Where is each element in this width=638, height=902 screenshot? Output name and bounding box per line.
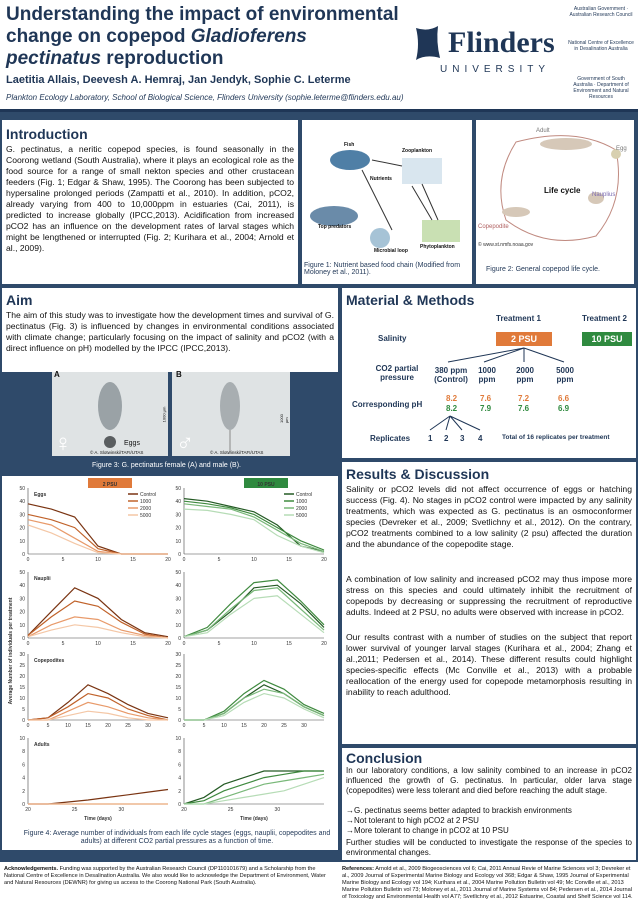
x-tick-label: 0 [182, 641, 186, 647]
y-tick-label: 20 [175, 674, 181, 680]
stage-label-adults: Adults [34, 742, 50, 748]
fig4-chart [2, 476, 338, 826]
results-p2: A combination of low salinity and increased pCO2 may thus impose more stress on this species and could ultimately inhibit the recruitment of copepods by decreasing or suppressing the recruitment of reproductive adults. Indeed at 2 PSU, no adults were observed with increase in pCO2. [346, 574, 632, 617]
aim-panel [2, 288, 338, 372]
aim-text: The aim of this study was to investigate how the development times and survival of G. pectinatus (Fig. 3) is influenced by changes in environmental conditions associated with climate change; particularly focusing on the impact of salinity and pCO2 (with a direct influence on pH) modelled by the IPCC (IPCC,2013). [6, 310, 334, 353]
x-tick-label: 0 [182, 557, 186, 563]
treatment-chip-label-1: 10 PSU [257, 482, 275, 488]
salinity-label: Salinity [378, 334, 407, 343]
figure-2 [476, 120, 634, 284]
x-tick-label: 20 [321, 557, 327, 563]
stage-label-copepodites: Copepodites [34, 658, 65, 664]
fig4-caption: Figure 4: Average number of individuals from each life cycle stages (eggs, nauplii, copepodites and adults) at different CO2 partial pressures as a function of time. [23, 830, 331, 845]
results-p3: Our results contrast with a number of studies on the subject that report lower survival of younger larval stages (Kurihara et al., 2004; Zhang et al.,2011; Pedersen et al., 2014). These different results could highlight species-specific effects (Mc Conville et al., 2013) with a probable reallocation of the energy used for copepode metamorphosis resulting in inability to reach adulthood. [346, 632, 632, 697]
y-tick-label: 10 [19, 538, 25, 545]
y-tick-label: 4 [178, 775, 181, 782]
y-tick-label: 40 [19, 499, 25, 506]
figure-1 [302, 120, 472, 284]
x-tick-label: 30 [118, 807, 125, 813]
y-tick-label: 50 [19, 570, 25, 576]
flinders-logo-sub: UNIVERSITY [440, 64, 551, 75]
y-tick-label: 30 [19, 652, 25, 658]
x-tick-label: 20 [261, 723, 267, 729]
y-tick-label: 30 [175, 652, 181, 658]
x-tick-label: 25 [281, 723, 287, 729]
y-tick-label: 40 [175, 583, 181, 590]
legend-label: 1000 [296, 499, 308, 505]
y-tick-label: 30 [175, 512, 181, 519]
fig2-label-adult: Adult [536, 128, 550, 134]
series-line-control [184, 685, 324, 720]
salinity-2psu: 2 PSU [496, 332, 552, 346]
x-tick-label: 25 [125, 723, 131, 729]
series-line-2000 [184, 689, 324, 720]
y-tick-label: 6 [178, 762, 181, 769]
poster-header [0, 0, 638, 112]
conclusion-panel [342, 748, 636, 860]
x-tick-label: 10 [95, 557, 101, 563]
y-tick-label: 6 [22, 762, 25, 769]
results-panel [342, 462, 636, 744]
fig1-label-fish: Fish [344, 142, 355, 148]
y-tick-label: 15 [19, 685, 25, 691]
x-tick-label: 20 [165, 557, 171, 563]
conclusion-bullet: →Not tolerant to high pCO2 at 2 PSU [346, 816, 479, 825]
ph-10psu-3: 7.6 [518, 404, 530, 413]
scale-bar-a: 1000 µm [161, 406, 167, 423]
y-tick-label: 5 [22, 707, 25, 713]
x-tick-label: 5 [61, 641, 65, 647]
fig2-credit: © www.st.nmfs.noaa.gov [478, 242, 534, 248]
y-tick-label: 30 [175, 596, 181, 603]
fig1-label-phytoplankton: Phytoplankton [420, 244, 455, 250]
y-tick-label: 10 [19, 696, 25, 702]
sponsor-ncedA: National Centre of Excellence in Desalination Australia [568, 40, 634, 52]
y-tick-label: 10 [175, 736, 181, 742]
x-tick-label: 15 [130, 557, 136, 563]
flinders-logo-icon [412, 24, 442, 64]
conclusion-bullet: →More tolerant to change in pCO2 at 10 PSU [346, 826, 509, 835]
fig3-caption: Figure 3: G. pectinatus female (A) and male (B). [92, 462, 242, 469]
results-p1: Salinity or pCO2 levels did not affect occurrence of eggs or hatching success (Fig. 4). No stages in pCO2 control were impacted by any salinity treatments, which was expected as G. pectinatus is an osmoconformer species (Devreker et al., 2009; Svetlichny et al., 2012). On the contrary, pCO2 treatments combined to a low salinity (2 psu) affected the duration and the abundance of the copepodite stage. [346, 484, 632, 549]
flinders-logo-text: Flinders [448, 26, 555, 59]
y-tick-label: 40 [19, 583, 25, 590]
fig2-label-nauplius: Nauplius [592, 192, 616, 198]
eggs-photo-label: Eggs [124, 440, 140, 447]
ph-label: Corresponding pH [352, 400, 423, 409]
conclusion-bullets [346, 806, 632, 836]
y-tick-label: 0 [178, 718, 181, 724]
scale-bar-b: 1000 µm [279, 414, 289, 423]
legend-label: 1000 [140, 499, 152, 505]
y-tick-label: 20 [19, 674, 25, 680]
references: References: Arnold et al., 2009 Biogeosciences vol 6; Cai, 2011 Annual Revie of Marine Sciences vol 3; Devreker et al., 2009 Journal of Experimental Marine Biology and Ecology vol 368; Edgar & Shaw, 1995 Journal of Experimental Marine Biology and Ecology vol 194; Kurihara et al., 2004 Marine Pollution Bulletin vol 49; Mc Conville et al., 2013 Marine Pollution Bulletin vol 73; Moloney et al., 2011 Journal of Marine Systems vol 84; Pedersen et al., 2014 Journal of Toxicology and Environmental Health vol A77; Svetlichny et al., 2012 Estuarine, Coastal and Shelf Science vol 114. [342, 866, 633, 900]
y-tick-label: 0 [178, 802, 181, 808]
replicate-2: 2 [444, 434, 449, 443]
x-tick-label: 10 [65, 723, 71, 729]
x-tick-label: 20 [321, 641, 327, 647]
credit-a: © A. Slotwinski/TAFI/UTAS [90, 450, 144, 455]
x-tick-label: 20 [25, 807, 31, 813]
intro-panel [2, 120, 298, 284]
intro-text: G. pectinatus, a neritic copepod species, is found seasonally in the Coorong wetland (South Australia), where it plays an ecological role as the food source for a range of small nekton species and other crustacean feeders (Fig. 1; Edgar & Shaw, 1995). The Coorong has been subjected to hypersaline prolonged periods (Zampatti et al., 2010). In addition, pCO2, already varying from 400 to 10,000ppm in estuaries (Cai, 2011), is predicted to increase globally (IPCC,2013). Acidification from increased pCO2 has an influence on the development rates of larval stages which might be lengthened or interrupted (Fig. 2; Kurihara et al., 2004; Arnold et al., 2009). [6, 144, 294, 253]
aim-heading: Aim [6, 292, 33, 308]
co2-1000: 1000 ppm [478, 366, 496, 384]
poster-title: Understanding the impact of environmental change on copepod Gladioferens pectinatus reproduction [6, 4, 399, 69]
x-tick-label: 0 [182, 723, 186, 729]
x-axis-label: Time (days) [240, 816, 268, 822]
x-tick-label: 0 [26, 641, 30, 647]
y-tick-label: 30 [19, 512, 25, 519]
y-tick-label: 20 [175, 525, 181, 532]
y-tick-label: 50 [175, 486, 181, 492]
fig2-caption: Figure 2: General copepod life cycle. [486, 266, 601, 273]
y-tick-label: 4 [22, 775, 25, 782]
fig2-label-lifecycle: Life cycle [544, 186, 581, 195]
ph-10psu-1: 8.2 [446, 404, 458, 413]
fig1-caption: Figure 1: Nutrient based food chain (Modified from Moloney et al., 2011). [304, 262, 461, 276]
fig1-label-top-predators: Top predators [318, 224, 352, 230]
salinity-10psu: 10 PSU [582, 332, 632, 346]
y-tick-label: 0 [22, 802, 25, 808]
x-tick-label: 5 [202, 723, 206, 729]
y-tick-label: 2 [178, 788, 181, 795]
fish-icon [330, 150, 370, 170]
x-tick-label: 0 [26, 723, 30, 729]
legend-label: 5000 [296, 513, 308, 519]
replicate-4: 4 [478, 434, 483, 443]
legend-label: 2000 [296, 506, 308, 512]
y-tick-label: 0 [22, 552, 25, 558]
x-tick-label: 0 [26, 557, 30, 563]
co2-380: 380 ppm (Control) [434, 366, 468, 384]
figure-3-photos [52, 372, 290, 456]
replicate-1: 1 [428, 434, 433, 443]
total-replicates: Total of 16 replicates per treatment [502, 434, 610, 441]
intro-heading: Introduction [6, 126, 88, 142]
conclusion-bullet: →G. pectinatus seems better adapted to brackish environments [346, 806, 572, 815]
x-tick-label: 25 [71, 807, 78, 813]
x-tick-label: 15 [286, 641, 292, 647]
x-tick-label: 25 [227, 807, 234, 813]
series-line-1000 [184, 680, 324, 720]
fig1-label-nutrients: Nutrients [370, 176, 392, 182]
series-line-control [28, 588, 168, 637]
replicates-label: Replicates [370, 434, 411, 443]
x-tick-label: 30 [145, 723, 151, 729]
y-tick-label: 50 [175, 570, 181, 576]
phytoplankton-icon [422, 220, 460, 242]
series-line-1000 [28, 514, 168, 554]
legend-label: 2000 [140, 506, 152, 512]
y-tick-label: 40 [175, 499, 181, 506]
female-icon: ♀ [54, 430, 72, 457]
x-tick-label: 30 [301, 723, 307, 729]
male-icon: ♂ [176, 430, 194, 457]
treatment2-label: Treatment 2 [582, 314, 627, 323]
zooplankton-icon [402, 158, 442, 184]
y-tick-label: 0 [178, 552, 181, 558]
fig2-label-egg: Egg [616, 146, 627, 152]
y-tick-label: 50 [19, 486, 25, 492]
series-line-5000 [28, 525, 168, 554]
authors: Laetitia Allais, Deevesh A. Hemraj, Jan Jendyk, Sophie C. Leterme [6, 74, 351, 86]
y-tick-label: 0 [22, 636, 25, 642]
methods-heading: Material & Methods [346, 292, 475, 308]
top-predator-icon [310, 206, 358, 226]
x-tick-label: 15 [130, 641, 136, 647]
legend-label: Control [296, 492, 313, 498]
results-heading: Results & Discussion [346, 466, 490, 482]
legend-label: Control [140, 492, 157, 498]
series-line-control [28, 790, 168, 805]
co2-5000: 5000 ppm [556, 366, 574, 384]
x-tick-label: 20 [181, 807, 187, 813]
sponsor-sa-gov: Government of South Australia · Department of Environment and Natural Resources [573, 76, 629, 100]
y-tick-label: 20 [19, 525, 25, 532]
ph-10psu-4: 6.9 [558, 404, 570, 413]
ph-2psu-2: 7.6 [480, 394, 492, 403]
credit-b: © A. Slotwinski/TAFI/UTAS [210, 450, 264, 455]
ph-2psu-1: 8.2 [446, 394, 458, 403]
ph-2psu-4: 6.6 [558, 394, 570, 403]
series-line-1000 [28, 694, 168, 720]
treatment-chip-label-0: 2 PSU [102, 482, 118, 488]
y-tick-label: 10 [19, 736, 25, 742]
y-tick-label: 30 [19, 596, 25, 603]
legend-label: 5000 [140, 513, 152, 519]
fig2-label-copepodite: Copepodite [478, 224, 509, 230]
x-tick-label: 5 [61, 557, 65, 563]
x-tick-label: 5 [217, 557, 221, 563]
x-tick-label: 15 [85, 723, 91, 729]
microbial-loop-icon [370, 228, 390, 248]
y-tick-label: 8 [22, 749, 25, 756]
stage-label-eggs: Eggs [34, 492, 47, 498]
y-tick-label: 10 [175, 622, 181, 629]
photo-a-label: A [54, 370, 60, 379]
x-axis-label: Time (days) [84, 816, 112, 822]
ph-10psu-2: 7.9 [480, 404, 492, 413]
x-tick-label: 15 [286, 557, 292, 563]
x-tick-label: 30 [274, 807, 281, 813]
y-tick-label: 5 [178, 707, 181, 713]
y-tick-label: 25 [175, 663, 181, 669]
y-tick-label: 10 [19, 622, 25, 629]
x-tick-label: 10 [251, 557, 257, 563]
y-tick-label: 15 [175, 685, 181, 691]
y-tick-label: 20 [175, 609, 181, 616]
x-tick-label: 15 [241, 723, 247, 729]
photo-b-label: B [176, 370, 182, 379]
methods-panel [342, 288, 636, 458]
series-line-2000 [184, 588, 324, 637]
x-tick-label: 10 [95, 641, 101, 647]
conclusion-heading: Conclusion [346, 750, 423, 766]
co2-label: CO2 partial pressure [375, 364, 419, 382]
y-tick-label: 10 [175, 538, 181, 545]
food-chain-diagram [302, 120, 472, 260]
x-tick-label: 10 [221, 723, 227, 729]
figure-4 [2, 476, 338, 850]
y-tick-label: 20 [19, 609, 25, 616]
x-tick-label: 20 [165, 641, 171, 647]
stage-label-nauplii: Nauplii [34, 576, 51, 582]
x-tick-label: 10 [251, 641, 257, 647]
sponsor-arc: Australian Government · Australian Research Council [569, 6, 633, 18]
y-tick-label: 8 [178, 749, 181, 756]
x-tick-label: 5 [46, 723, 50, 729]
conclusion-p2: Further studies will be conducted to investigate the response of the species to environmental changes. [346, 838, 632, 857]
ph-2psu-3: 7.2 [518, 394, 530, 403]
co2-2000: 2000 ppm [516, 366, 534, 384]
fig4-ylabel: Average Number of individuals per treatment [8, 597, 14, 705]
replicate-3: 3 [460, 434, 465, 443]
fig1-label-microbial: Microbial loop [374, 248, 408, 254]
y-tick-label: 0 [178, 636, 181, 642]
y-tick-label: 25 [19, 663, 25, 669]
y-tick-label: 2 [22, 788, 25, 795]
y-tick-label: 0 [22, 718, 25, 724]
acknowledgements: Acknowledgements. Funding was supported by the Australian Research Council (DP110101679) and a Scholarship from the National Centre of Excellence in Desalination Australia. We also would like to acknowledge the Department of Environment, Water and Natural Resources (DEWNR) for giving us access to the Coorong National Park (South Australia). [4, 866, 326, 886]
x-tick-label: 5 [217, 641, 221, 647]
x-tick-label: 20 [105, 723, 111, 729]
footer [0, 862, 638, 902]
conclusion-p1: In our laboratory conditions, a low salinity combined to an increase in pCO2 influenced the growth of G. pectinatus. In particular, older larva stage (copepodites) were less tolerant and died before reaching the adult stage. [346, 766, 632, 795]
affiliation: Plankton Ecology Laboratory, School of Biological Science, Flinders University (sophie.leterme@flinders.edu.au) [6, 93, 404, 102]
y-tick-label: 10 [175, 696, 181, 702]
treatment1-label: Treatment 1 [496, 314, 541, 323]
fig1-label-zooplankton: Zooplankton [402, 148, 432, 154]
